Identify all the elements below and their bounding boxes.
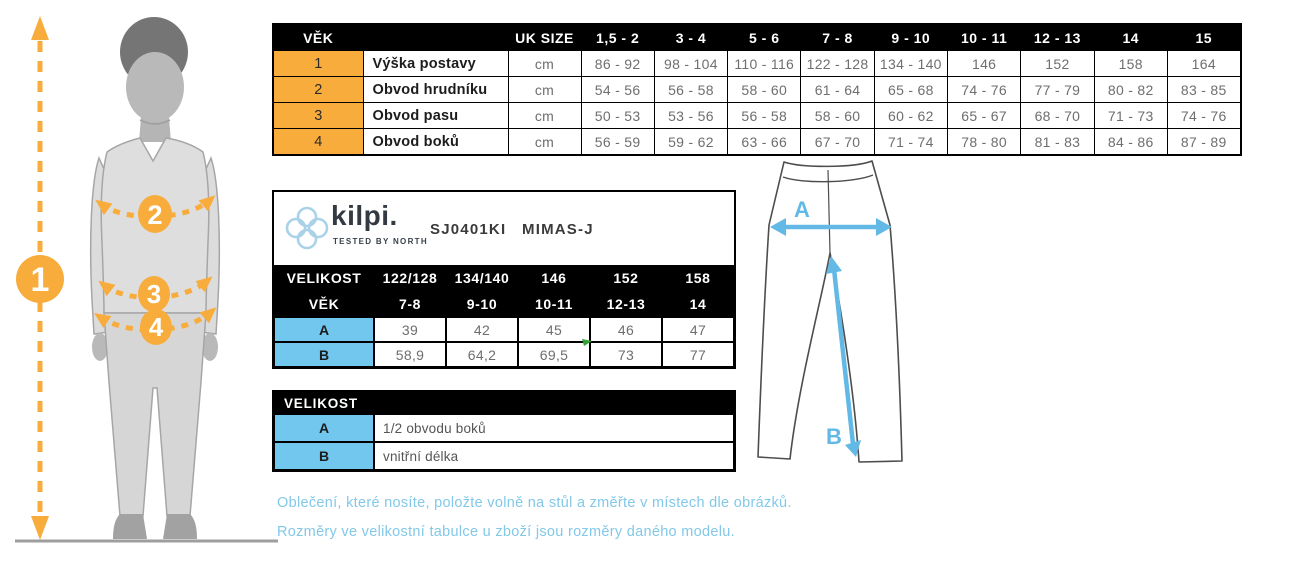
header-age-column: 15 — [1167, 24, 1240, 51]
cell-value: 152 — [1021, 51, 1094, 77]
legend-table — [272, 390, 736, 472]
legend-row-label: A — [274, 414, 374, 442]
header-age-column: 5 - 6 — [728, 24, 801, 51]
legend-rows — [274, 414, 734, 470]
pants-diagram — [742, 157, 964, 483]
product-age-value: 14 — [689, 296, 707, 312]
measure-value: 58,9 — [374, 342, 446, 367]
product-size-value: 146 — [541, 270, 567, 286]
product-age-row — [274, 291, 734, 317]
header-age-column: 12 - 13 — [1021, 24, 1094, 51]
note-line-1: Oblečení, které nosíte, položte volně na stůl a změřte v místech dle obrázků. — [277, 495, 792, 511]
cell-value: 110 - 116 — [728, 51, 801, 77]
row-unit: cm — [508, 103, 581, 129]
size-table-body — [273, 24, 1241, 155]
cell-value: 58 - 60 — [728, 77, 801, 103]
row-label: Obvod boků — [363, 129, 508, 156]
brand-tagline: TESTED BY NORTH — [333, 237, 428, 246]
mannequin-figure — [0, 0, 285, 563]
cell-value: 86 - 92 — [581, 51, 654, 77]
cell-value: 53 - 56 — [654, 103, 727, 129]
arrow-up-icon — [31, 16, 49, 40]
product-size-value: 134/140 — [454, 270, 510, 286]
right-shoe — [163, 514, 197, 539]
measure-label-4: 4 — [148, 312, 164, 342]
note-line-2: Rozměry ve velikostní tabulce u zboží jsou rozměry daného modelu. — [277, 524, 735, 540]
row-label: Obvod pasu — [363, 103, 508, 129]
cell-value: 122 - 128 — [801, 51, 874, 77]
row-unit: cm — [508, 129, 581, 156]
product-table-header — [274, 265, 734, 317]
cell-value: 58 - 60 — [801, 103, 874, 129]
product-model: MIMAS-J — [522, 221, 594, 238]
cell-value: 65 - 67 — [947, 103, 1020, 129]
header-age-column: 1,5 - 2 — [581, 24, 654, 51]
header-empty — [363, 24, 508, 51]
cell-value: 60 - 62 — [874, 103, 947, 129]
product-values — [274, 317, 734, 367]
measure-label-2: 2 — [147, 200, 163, 230]
header-age-column: 3 - 4 — [654, 24, 727, 51]
cell-value: 59 - 62 — [654, 129, 727, 156]
row-number: 4 — [273, 129, 363, 156]
measure-value: 45 — [518, 317, 590, 342]
pants-label-b: B — [826, 424, 842, 449]
cell-value: 80 - 82 — [1094, 77, 1167, 103]
product-size-value: 152 — [613, 270, 639, 286]
product-age-value: 7-8 — [398, 296, 422, 312]
product-size-row — [274, 265, 734, 291]
product-age-value: 9-10 — [466, 296, 498, 312]
cell-value: 98 - 104 — [654, 51, 727, 77]
measuring-notes — [277, 489, 917, 547]
measure-value: 47 — [662, 317, 734, 342]
header-uk-size: UK SIZE — [508, 24, 581, 51]
legend-header: VELIKOST — [274, 392, 734, 414]
row-unit: cm — [508, 77, 581, 103]
cell-value: 61 - 64 — [801, 77, 874, 103]
size-table-row — [273, 77, 1241, 103]
cell-value: 71 - 74 — [874, 129, 947, 156]
measure-value: 42 — [446, 317, 518, 342]
cell-value: 87 - 89 — [1167, 129, 1240, 156]
measure-value: 64,2 — [446, 342, 518, 367]
cell-value: 50 - 53 — [581, 103, 654, 129]
size-table-header-row — [273, 24, 1241, 51]
cell-value: 78 - 80 — [947, 129, 1020, 156]
size-table-row — [273, 103, 1241, 129]
header-age-column: 14 — [1094, 24, 1167, 51]
product-measure-row — [274, 317, 734, 342]
legend-row-text: 1/2 obvodu boků — [374, 414, 734, 442]
cell-value: 56 - 58 — [728, 103, 801, 129]
cell-value: 83 - 85 — [1167, 77, 1240, 103]
pants-outline — [758, 161, 902, 462]
arrow-down-icon — [31, 516, 49, 540]
figure-face — [126, 52, 184, 122]
green-flag-icon — [582, 338, 593, 347]
size-table-row — [273, 51, 1241, 77]
legend-row — [274, 414, 734, 442]
cell-value: 134 - 140 — [874, 51, 947, 77]
height-measure-line — [16, 16, 64, 540]
size-table — [272, 23, 1242, 156]
legend-row-text: vnitřní délka — [374, 442, 734, 470]
product-age-value: 10-11 — [534, 296, 574, 312]
measure-value: 46 — [590, 317, 662, 342]
measure-row-label: B — [274, 342, 374, 367]
cell-value: 84 - 86 — [1094, 129, 1167, 156]
product-age-row-label: VĚK — [308, 296, 340, 312]
header-age-column: 7 - 8 — [801, 24, 874, 51]
row-number: 1 — [273, 51, 363, 77]
product-size-row-label: VELIKOST — [286, 270, 362, 286]
brand-name: kilpi. — [331, 200, 398, 231]
product-size-box — [272, 190, 736, 369]
measure-label-3: 3 — [146, 279, 162, 309]
row-label: Obvod hrudníku — [363, 77, 508, 103]
brand-logo-area — [274, 192, 734, 265]
product-age-value: 12-13 — [606, 296, 646, 312]
measure-label-1: 1 — [30, 261, 50, 299]
cell-value: 74 - 76 — [1167, 103, 1240, 129]
product-size-value: 158 — [685, 270, 711, 286]
pants-label-a: A — [794, 197, 810, 222]
cell-value: 158 — [1094, 51, 1167, 77]
cell-value: 68 - 70 — [1021, 103, 1094, 129]
cell-value: 81 - 83 — [1021, 129, 1094, 156]
row-label: Výška postavy — [363, 51, 508, 77]
measure-value: 73 — [590, 342, 662, 367]
cell-value: 63 - 66 — [728, 129, 801, 156]
cell-value: 56 - 59 — [581, 129, 654, 156]
row-unit: cm — [508, 51, 581, 77]
row-number: 2 — [273, 77, 363, 103]
row-number: 3 — [273, 103, 363, 129]
legend-row — [274, 442, 734, 470]
cell-value: 67 - 70 — [801, 129, 874, 156]
kilpi-knot-icon — [285, 206, 329, 250]
cell-value: 77 - 79 — [1021, 77, 1094, 103]
size-table-row — [273, 129, 1241, 156]
cell-value: 56 - 58 — [654, 77, 727, 103]
legend-row-label: B — [274, 442, 374, 470]
measure-value: 39 — [374, 317, 446, 342]
left-shoe — [113, 514, 147, 539]
cell-value: 65 - 68 — [874, 77, 947, 103]
measure-row-label: A — [274, 317, 374, 342]
measure-value: 77 — [662, 342, 734, 367]
cell-value: 146 — [947, 51, 1020, 77]
cell-value: 164 — [1167, 51, 1240, 77]
product-code: SJ0401KI — [430, 221, 507, 238]
header-age-column: 9 - 10 — [874, 24, 947, 51]
cell-value: 71 - 73 — [1094, 103, 1167, 129]
measure-value: 69,5 — [518, 342, 590, 367]
product-size-value: 122/128 — [382, 270, 438, 286]
product-measure-row — [274, 342, 734, 367]
cell-value: 54 - 56 — [581, 77, 654, 103]
header-vek: VĚK — [273, 24, 363, 51]
cell-value: 74 - 76 — [947, 77, 1020, 103]
header-age-column: 10 - 11 — [947, 24, 1020, 51]
